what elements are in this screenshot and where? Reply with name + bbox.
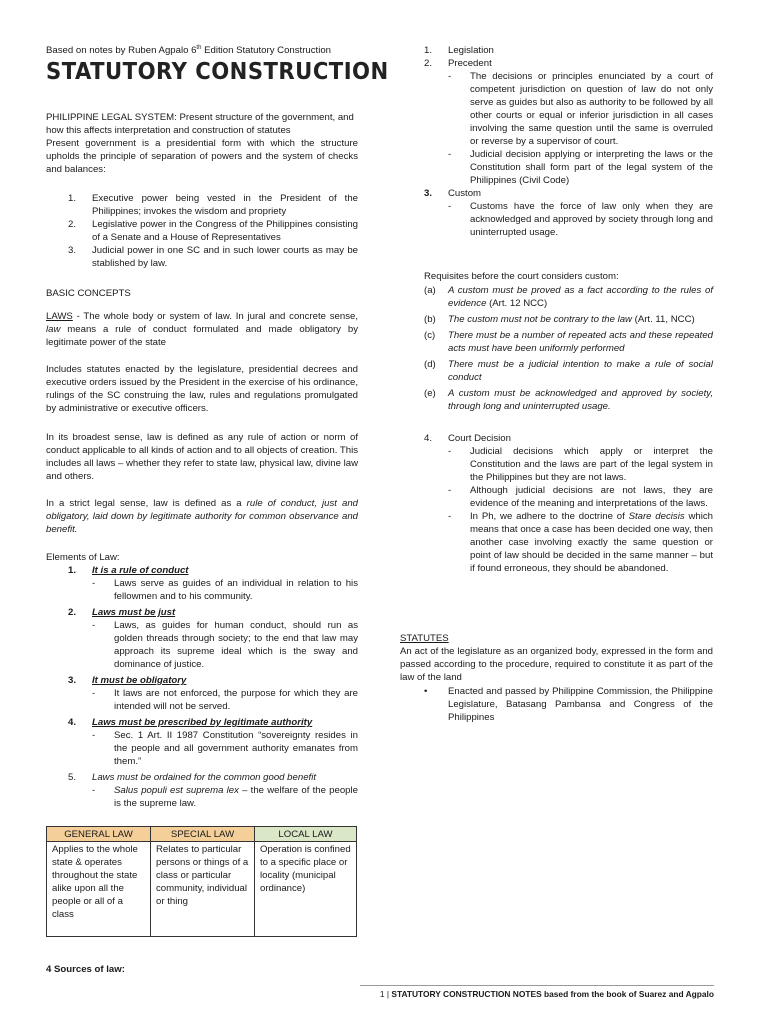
list-item: 3. Judicial power in one SC and in such lower courts as may be stablished by law. bbox=[68, 245, 358, 269]
table-cell: Applies to the whole state & operates throughout the state alike upon all the people or all of a class bbox=[47, 842, 151, 937]
table-header: GENERAL LAW bbox=[47, 827, 151, 842]
sources-list bbox=[424, 44, 713, 239]
list-item: 3. It must be obligatory - It laws are not enforced, the purpose for which they are intended will not be served. bbox=[68, 675, 358, 712]
list-item: - Customs have the force of law only when they are acknowledged and approved by society through long and uninterrupted usage. bbox=[448, 201, 713, 238]
law-types-table bbox=[46, 826, 357, 937]
page-title: STATUTORY CONSTRUCTION bbox=[46, 59, 389, 85]
list-item: 3. Custom bbox=[424, 188, 482, 199]
list-item: 4. Court Decision bbox=[424, 433, 511, 444]
pls-heading: PHILIPPINE LEGAL SYSTEM: Present structure of the government, and how this affects interpretation and construction of statutes bbox=[46, 112, 354, 136]
list-item: - Judicial decision applying or interpreting the laws or the Constitution shall form part of the legal system of the Philippines (Civil Code) bbox=[448, 149, 713, 186]
list-item: • Enacted and passed by Philippine Commission, the Philippine Legislature, Batasang Pambansa and Congress of the Philippines bbox=[424, 686, 713, 723]
powers-list bbox=[68, 192, 358, 270]
sources-heading: 4 Sources of law: bbox=[46, 964, 125, 975]
list-item: (a) A custom must be proved as a fact according to the rules of evidence (Art. 12 NCC) bbox=[424, 285, 713, 309]
list-item: - The decisions or principles enunciated by a court of competent jurisdiction on question of law do not only serve as guides but also as authority to be followed by all other courts or equal or inferior jurisdiction in all cases involving the same question until the same is overruled or reverse by a supervisor of court. bbox=[448, 71, 713, 147]
list-item: 2. Legislative power in the Congress of the Philippines consisting of a Senate and a House of Representatives bbox=[68, 219, 358, 243]
table-row bbox=[47, 842, 357, 937]
strict-paragraph: In a strict legal sense, law is defined as a rule of conduct, just and obligatory, laid down by legitimate authority for common observance and benefit. bbox=[46, 498, 358, 535]
statutes-body: An act of the legislature as an organized body, expressed in the form and passed according to the procedure, required to constitute it as part of the law of the land bbox=[400, 646, 713, 683]
list-item: 5. Laws must be ordained for the common good benefit - Salus populi est suprema lex – the welfare of the people is the supreme law. bbox=[68, 772, 358, 809]
list-item: 2. Laws must be just - Laws, as guides for human conduct, should run as golden threads through society; to the end that law may approach its supreme ideal which is the sway and dominance of justice. bbox=[68, 607, 358, 670]
table-header: LOCAL LAW bbox=[255, 827, 357, 842]
table-cell: Operation is confined to a specific place or locality (municipal ordinance) bbox=[255, 842, 357, 937]
laws-definition: LAWS - The whole body or system of law. In jural and concrete sense, law means a rule of conduct formulated and made obligatory by legitimate power of the state bbox=[46, 311, 358, 348]
list-item: - Although judicial decisions are not laws, they are evidence of the meaning and interpretations of the laws. bbox=[448, 485, 713, 509]
page-footer bbox=[360, 985, 714, 1001]
list-item: (b) The custom must not be contrary to the law (Art. 11, NCC) bbox=[424, 314, 695, 325]
basic-concepts-heading: BASIC CONCEPTS bbox=[46, 288, 131, 299]
list-item: 1. Executive power being vested in the President of the Philippines; invokes the wisdom and propriety bbox=[68, 193, 358, 217]
elements-heading: Elements of Law: bbox=[46, 552, 120, 563]
court-decision-section bbox=[424, 432, 713, 575]
statutes-heading: STATUTES bbox=[400, 633, 449, 644]
list-item: 4. Laws must be prescribed by legitimate authority - Sec. 1 Art. II 1987 Constitution “sovereignty resides in the people and all government authority emanates from them.” bbox=[68, 717, 358, 767]
includes-paragraph: Includes statutes enacted by the legislature, presidential decrees and executive orders issued by the President in the exercise of his ordinance, rulings of the SC construing the law, rules and regulations promulgated by administrative or executive officers. bbox=[46, 364, 358, 414]
list-item: - In Ph, we adhere to the doctrine of Stare decisis which means that once a case has been decided one way, then another case involving exactly the same question or point of law should be decided in the same manner – but if found erroneous, they should be abandoned. bbox=[448, 511, 713, 574]
list-item: (e) A custom must be acknowledged and approved by society, through long and uninterrupted usage. bbox=[424, 388, 713, 412]
broadest-paragraph: In its broadest sense, law is defined as any rule of action or norm of conduct applicable to all kinds of action and to all objects of creation. This includes all laws – whether they refer to state law, physical law, divine law and others. bbox=[46, 432, 358, 482]
list-item: 2. Precedent bbox=[424, 58, 492, 69]
list-item: (d) There must be a judicial intention to make a rule of social conduct bbox=[424, 359, 713, 383]
table-cell: Relates to particular persons or things of a class or particular community, individual or thing bbox=[151, 842, 255, 937]
requisites-heading: Requisites before the court considers custom: bbox=[424, 271, 619, 282]
source-note: Based on notes by Ruben Agpalo 6th Edition Statutory Construction bbox=[46, 45, 332, 57]
list-item: 1. It is a rule of conduct - Laws serve as guides of an individual in relation to his fellowmen and to his community. bbox=[68, 565, 358, 602]
footer-text: STATUTORY CONSTRUCTION NOTES based from the book of Suarez and Agpalo bbox=[391, 989, 714, 999]
list-item: 1. Legislation bbox=[424, 45, 494, 56]
pls-body: Present government is a presidential form with which the structure upholds the principle of separation of powers and the system of checks and balances: bbox=[46, 138, 358, 175]
list-item: (c) There must be a number of repeated acts and these repeated acts must have been uniformly performed bbox=[424, 330, 713, 354]
requisites-list bbox=[424, 284, 713, 413]
table-header: SPECIAL LAW bbox=[151, 827, 255, 842]
list-item: - Judicial decisions which apply or interpret the Constitution and the laws are part of the legal system in the Philippines but they are not laws. bbox=[448, 446, 713, 483]
elements-list bbox=[68, 564, 358, 810]
statutes-bullet-list bbox=[424, 685, 713, 724]
page-number: 1 | bbox=[379, 989, 392, 999]
pls-section bbox=[46, 111, 358, 176]
